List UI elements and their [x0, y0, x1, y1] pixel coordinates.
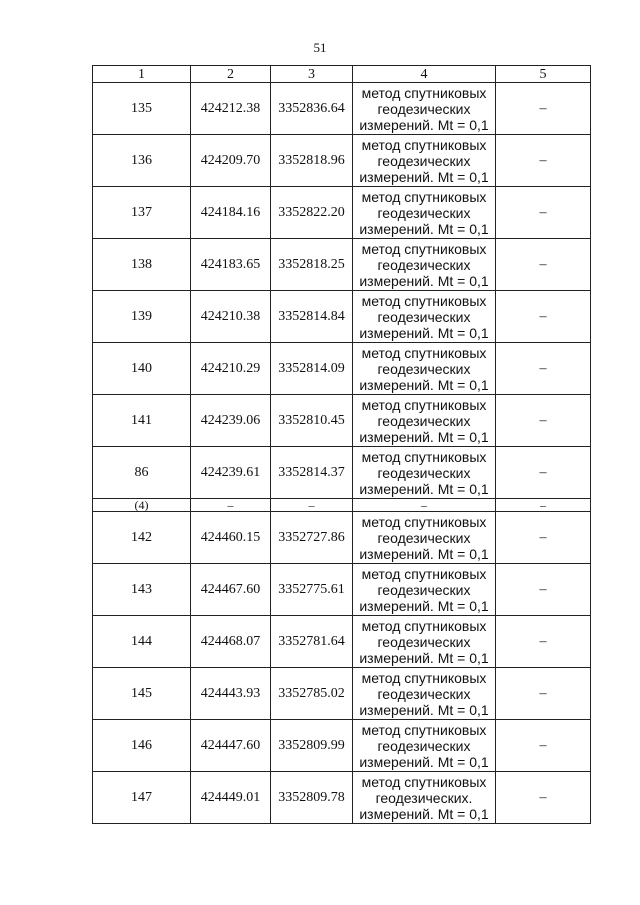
header-cell: 4	[353, 66, 496, 83]
point-number-cell: 141	[93, 395, 191, 447]
table-row	[93, 512, 591, 564]
method-cell: –	[353, 499, 496, 512]
note-cell: –	[496, 668, 591, 720]
x-coordinate-cell: 424183.65	[191, 239, 271, 291]
x-coordinate-cell: –	[191, 499, 271, 512]
method-line: метод спутниковых	[361, 721, 487, 738]
point-number-cell: 143	[93, 564, 191, 616]
method-line: геодезических	[377, 581, 471, 598]
y-coordinate-cell: 3352814.37	[271, 447, 353, 499]
x-coordinate-cell: 424468.07	[191, 616, 271, 668]
x-coordinate-cell: 424210.38	[191, 291, 271, 343]
method-line: геодезических.	[375, 789, 473, 806]
point-number-cell: 144	[93, 616, 191, 668]
method-line: измерений. Mt = 0,1	[359, 701, 489, 718]
x-coordinate-cell: 424467.60	[191, 564, 271, 616]
method-line: метод спутниковых	[361, 617, 487, 634]
table-row	[93, 668, 591, 720]
method-cell	[353, 395, 496, 447]
y-coordinate-cell: 3352775.61	[271, 564, 353, 616]
y-coordinate-cell: 3352814.09	[271, 343, 353, 395]
method-line: измерений. Mt = 0,1	[359, 324, 489, 341]
x-coordinate-cell: 424212.38	[191, 83, 271, 135]
table-row	[93, 395, 591, 447]
y-coordinate-cell: 3352822.20	[271, 187, 353, 239]
note-cell: –	[496, 187, 591, 239]
x-coordinate-cell: 424210.29	[191, 343, 271, 395]
method-line: метод спутниковых	[361, 84, 487, 101]
note-cell: –	[496, 83, 591, 135]
method-line: геодезических	[377, 152, 471, 169]
point-number-cell: 142	[93, 512, 191, 564]
table-row	[93, 772, 591, 824]
method-line: метод спутниковых	[361, 773, 487, 790]
x-coordinate-cell: 424239.61	[191, 447, 271, 499]
method-line: метод спутниковых	[361, 565, 487, 582]
method-line: измерений. Mt = 0,1	[359, 272, 489, 289]
method-line: метод спутниковых	[361, 292, 487, 309]
x-coordinate-cell: 424239.06	[191, 395, 271, 447]
method-line: метод спутниковых	[361, 513, 487, 530]
method-line: геодезических	[377, 685, 471, 702]
point-number-cell: 139	[93, 291, 191, 343]
method-line: геодезических	[377, 633, 471, 650]
point-number-cell: 147	[93, 772, 191, 824]
table-row	[93, 720, 591, 772]
table-row	[93, 616, 591, 668]
method-cell	[353, 668, 496, 720]
method-line: измерений. Mt = 0,1	[359, 480, 489, 497]
method-line: измерений. Mt = 0,1	[359, 805, 489, 822]
x-coordinate-cell: 424443.93	[191, 668, 271, 720]
method-line: измерений. Mt = 0,1	[359, 428, 489, 445]
note-cell: –	[496, 512, 591, 564]
method-line: геодезических	[377, 100, 471, 117]
method-cell	[353, 447, 496, 499]
header-cell: 5	[496, 66, 591, 83]
x-coordinate-cell: 424209.70	[191, 135, 271, 187]
method-line: метод спутниковых	[361, 396, 487, 413]
method-line: измерений. Mt = 0,1	[359, 753, 489, 770]
note-cell: –	[496, 239, 591, 291]
x-coordinate-cell: 424460.15	[191, 512, 271, 564]
method-line: геодезических	[377, 360, 471, 377]
table-row	[93, 187, 591, 239]
table-row	[93, 291, 591, 343]
method-line: метод спутниковых	[361, 240, 487, 257]
point-number-cell: 146	[93, 720, 191, 772]
contour-label-cell: (4)	[93, 499, 191, 512]
method-line: геодезических	[377, 256, 471, 273]
method-line: измерений. Mt = 0,1	[359, 116, 489, 133]
method-cell	[353, 720, 496, 772]
y-coordinate-cell: 3352818.96	[271, 135, 353, 187]
point-number-cell: 135	[93, 83, 191, 135]
table-row	[93, 135, 591, 187]
note-cell: –	[496, 343, 591, 395]
method-line: измерений. Mt = 0,1	[359, 168, 489, 185]
table-header-row	[93, 66, 591, 83]
method-line: метод спутниковых	[361, 344, 487, 361]
method-line: метод спутниковых	[361, 188, 487, 205]
method-line: измерений. Mt = 0,1	[359, 545, 489, 562]
x-coordinate-cell: 424449.01	[191, 772, 271, 824]
note-cell: –	[496, 291, 591, 343]
note-cell: –	[496, 616, 591, 668]
table-row	[93, 564, 591, 616]
y-coordinate-cell: –	[271, 499, 353, 512]
note-cell: –	[496, 447, 591, 499]
method-line: геодезических	[377, 412, 471, 429]
method-line: метод спутниковых	[361, 136, 487, 153]
table-row	[93, 343, 591, 395]
page-number: 51	[313, 40, 327, 55]
point-number-cell: 136	[93, 135, 191, 187]
contour-separator-row	[93, 499, 591, 512]
method-cell	[353, 187, 496, 239]
method-cell	[353, 564, 496, 616]
table-row	[93, 83, 591, 135]
method-cell	[353, 616, 496, 668]
point-number-cell: 140	[93, 343, 191, 395]
point-number-cell: 137	[93, 187, 191, 239]
method-cell	[353, 772, 496, 824]
x-coordinate-cell: 424184.16	[191, 187, 271, 239]
y-coordinate-cell: 3352781.64	[271, 616, 353, 668]
header-cell: 2	[191, 66, 271, 83]
point-number-cell: 138	[93, 239, 191, 291]
table-row	[93, 239, 591, 291]
note-cell: –	[496, 720, 591, 772]
point-number-cell: 145	[93, 668, 191, 720]
y-coordinate-cell: 3352809.78	[271, 772, 353, 824]
method-line: метод спутниковых	[361, 448, 487, 465]
y-coordinate-cell: 3352836.64	[271, 83, 353, 135]
method-line: геодезических	[377, 737, 471, 754]
method-line: геодезических	[377, 204, 471, 221]
point-number-cell: 86	[93, 447, 191, 499]
header-cell: 3	[271, 66, 353, 83]
method-cell	[353, 291, 496, 343]
coordinates-table	[92, 65, 591, 824]
note-cell: –	[496, 772, 591, 824]
y-coordinate-cell: 3352814.84	[271, 291, 353, 343]
note-cell: –	[496, 564, 591, 616]
method-cell	[353, 239, 496, 291]
x-coordinate-cell: 424447.60	[191, 720, 271, 772]
y-coordinate-cell: 3352727.86	[271, 512, 353, 564]
header-cell: 1	[93, 66, 191, 83]
method-cell	[353, 343, 496, 395]
note-cell: –	[496, 395, 591, 447]
method-line: измерений. Mt = 0,1	[359, 220, 489, 237]
y-coordinate-cell: 3352785.02	[271, 668, 353, 720]
method-cell	[353, 83, 496, 135]
method-line: измерений. Mt = 0,1	[359, 597, 489, 614]
method-cell	[353, 135, 496, 187]
method-line: геодезических	[377, 308, 471, 325]
y-coordinate-cell: 3352809.99	[271, 720, 353, 772]
method-line: геодезических	[377, 464, 471, 481]
y-coordinate-cell: 3352818.25	[271, 239, 353, 291]
y-coordinate-cell: 3352810.45	[271, 395, 353, 447]
note-cell: –	[496, 135, 591, 187]
method-line: геодезических	[377, 529, 471, 546]
method-line: измерений. Mt = 0,1	[359, 376, 489, 393]
method-line: измерений. Mt = 0,1	[359, 649, 489, 666]
note-cell: –	[496, 499, 591, 512]
method-cell	[353, 512, 496, 564]
method-line: метод спутниковых	[361, 669, 487, 686]
table-row	[93, 447, 591, 499]
